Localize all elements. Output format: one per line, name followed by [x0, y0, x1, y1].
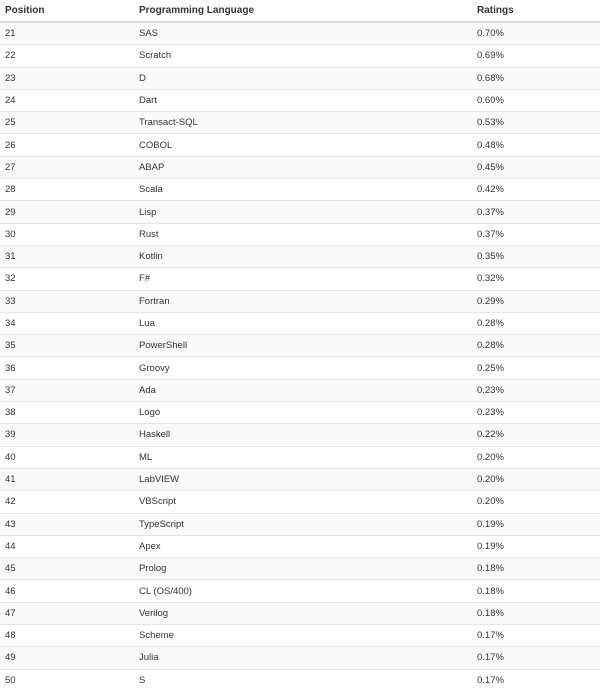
cell-language: CL (OS/400) — [134, 580, 472, 602]
cell-language: VBScript — [134, 491, 472, 513]
table-row — [0, 647, 600, 669]
table-row — [0, 89, 600, 111]
cell-language: Groovy — [134, 357, 472, 379]
cell-rating: 0.32% — [472, 268, 600, 290]
table-row — [0, 402, 600, 424]
cell-language: Dart — [134, 89, 472, 111]
table-header — [0, 0, 600, 22]
cell-position: 30 — [0, 223, 134, 245]
table-row — [0, 156, 600, 178]
table-row — [0, 580, 600, 602]
cell-language: Lisp — [134, 201, 472, 223]
cell-position: 31 — [0, 245, 134, 267]
table-row — [0, 179, 600, 201]
cell-rating: 0.19% — [472, 513, 600, 535]
cell-rating: 0.25% — [472, 357, 600, 379]
cell-rating: 0.20% — [472, 446, 600, 468]
cell-language: Scratch — [134, 45, 472, 67]
table-body — [0, 22, 600, 691]
cell-rating: 0.22% — [472, 424, 600, 446]
cell-position: 22 — [0, 45, 134, 67]
cell-language: Apex — [134, 535, 472, 557]
table-row — [0, 335, 600, 357]
cell-language: Julia — [134, 647, 472, 669]
cell-rating: 0.18% — [472, 580, 600, 602]
cell-position: 40 — [0, 446, 134, 468]
table-row — [0, 67, 600, 89]
cell-position: 41 — [0, 468, 134, 490]
header-language: Programming Language — [134, 0, 472, 22]
cell-position: 50 — [0, 669, 134, 691]
cell-rating: 0.19% — [472, 535, 600, 557]
cell-position: 48 — [0, 625, 134, 647]
table-row — [0, 446, 600, 468]
cell-language: Scala — [134, 179, 472, 201]
cell-language: TypeScript — [134, 513, 472, 535]
table-row — [0, 223, 600, 245]
cell-rating: 0.23% — [472, 402, 600, 424]
cell-rating: 0.18% — [472, 602, 600, 624]
cell-rating: 0.17% — [472, 625, 600, 647]
cell-position: 25 — [0, 112, 134, 134]
cell-language: F# — [134, 268, 472, 290]
cell-rating: 0.28% — [472, 335, 600, 357]
cell-rating: 0.29% — [472, 290, 600, 312]
cell-position: 39 — [0, 424, 134, 446]
table-row — [0, 602, 600, 624]
cell-language: Ada — [134, 379, 472, 401]
table-row — [0, 625, 600, 647]
cell-rating: 0.20% — [472, 468, 600, 490]
cell-position: 34 — [0, 312, 134, 334]
table-row — [0, 112, 600, 134]
table-row — [0, 245, 600, 267]
table-row — [0, 424, 600, 446]
cell-rating: 0.17% — [472, 647, 600, 669]
cell-rating: 0.42% — [472, 179, 600, 201]
cell-position: 26 — [0, 134, 134, 156]
table-row — [0, 22, 600, 45]
cell-position: 45 — [0, 558, 134, 580]
table-row — [0, 379, 600, 401]
cell-language: SAS — [134, 22, 472, 45]
cell-rating: 0.18% — [472, 558, 600, 580]
cell-rating: 0.37% — [472, 223, 600, 245]
table-row — [0, 268, 600, 290]
cell-position: 35 — [0, 335, 134, 357]
cell-language: S — [134, 669, 472, 691]
cell-rating: 0.48% — [472, 134, 600, 156]
table-row — [0, 558, 600, 580]
cell-language: ABAP — [134, 156, 472, 178]
cell-position: 28 — [0, 179, 134, 201]
cell-position: 46 — [0, 580, 134, 602]
table-row — [0, 201, 600, 223]
cell-language: Haskell — [134, 424, 472, 446]
table-row — [0, 290, 600, 312]
cell-language: Lua — [134, 312, 472, 334]
table-row — [0, 134, 600, 156]
cell-position: 27 — [0, 156, 134, 178]
cell-position: 43 — [0, 513, 134, 535]
cell-position: 33 — [0, 290, 134, 312]
table-row — [0, 669, 600, 691]
cell-position: 24 — [0, 89, 134, 111]
cell-language: Prolog — [134, 558, 472, 580]
table-row — [0, 491, 600, 513]
cell-rating: 0.35% — [472, 245, 600, 267]
cell-language: LabVIEW — [134, 468, 472, 490]
table-row — [0, 513, 600, 535]
cell-position: 32 — [0, 268, 134, 290]
cell-language: ML — [134, 446, 472, 468]
cell-position: 21 — [0, 22, 134, 45]
cell-position: 36 — [0, 357, 134, 379]
cell-position: 42 — [0, 491, 134, 513]
table-row — [0, 468, 600, 490]
cell-language: Transact-SQL — [134, 112, 472, 134]
cell-language: Verilog — [134, 602, 472, 624]
cell-position: 29 — [0, 201, 134, 223]
cell-rating: 0.60% — [472, 89, 600, 111]
cell-rating: 0.69% — [472, 45, 600, 67]
cell-rating: 0.45% — [472, 156, 600, 178]
cell-rating: 0.17% — [472, 669, 600, 691]
cell-rating: 0.37% — [472, 201, 600, 223]
cell-position: 47 — [0, 602, 134, 624]
cell-language: COBOL — [134, 134, 472, 156]
cell-position: 49 — [0, 647, 134, 669]
cell-position: 44 — [0, 535, 134, 557]
cell-position: 23 — [0, 67, 134, 89]
cell-rating: 0.28% — [472, 312, 600, 334]
table-row — [0, 312, 600, 334]
cell-rating: 0.20% — [472, 491, 600, 513]
cell-language: Kotlin — [134, 245, 472, 267]
cell-rating: 0.53% — [472, 112, 600, 134]
cell-rating: 0.23% — [472, 379, 600, 401]
cell-position: 38 — [0, 402, 134, 424]
table-row — [0, 535, 600, 557]
cell-language: Scheme — [134, 625, 472, 647]
cell-language: Fortran — [134, 290, 472, 312]
cell-language: Rust — [134, 223, 472, 245]
cell-language: PowerShell — [134, 335, 472, 357]
header-row — [0, 0, 600, 22]
table-row — [0, 357, 600, 379]
cell-rating: 0.68% — [472, 67, 600, 89]
header-ratings: Ratings — [472, 0, 600, 22]
cell-language: D — [134, 67, 472, 89]
cell-language: Logo — [134, 402, 472, 424]
header-position: Position — [0, 0, 134, 22]
cell-position: 37 — [0, 379, 134, 401]
table-row — [0, 45, 600, 67]
cell-rating: 0.70% — [472, 22, 600, 45]
